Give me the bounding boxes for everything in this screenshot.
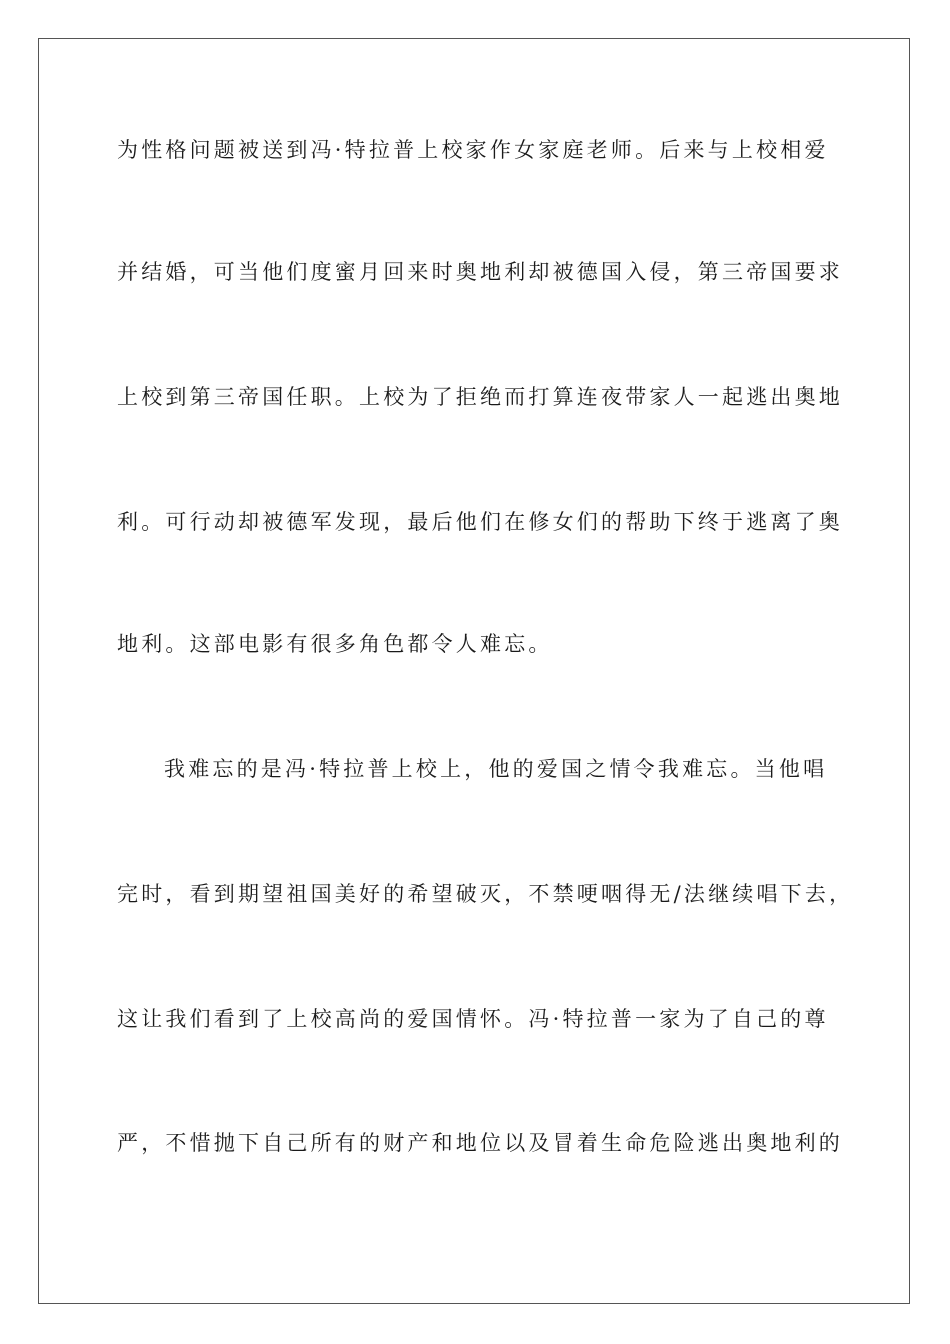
- paragraph-first-line: 我难忘的是冯·特拉普上校上，他的爱国之情令我难忘。当他唱: [164, 757, 828, 781]
- text-line: 这让我们看到了上校高尚的爱国情怀。冯·特拉普一家为了自己的尊: [117, 1007, 829, 1031]
- text-line: 为性格问题被送到冯·特拉普上校家作女家庭老师。后来与上校相爱: [117, 138, 829, 162]
- text-line: 严，不惜抛下自己所有的财产和地位以及冒着生命危险逃出奥地利的: [117, 1131, 843, 1155]
- text-line: 并结婚，可当他们度蜜月回来时奥地利却被德国入侵，第三帝国要求: [117, 260, 843, 284]
- text-line: 上校到第三帝国任职。上校为了拒绝而打算连夜带家人一起逃出奥地: [117, 385, 843, 409]
- text-line: 利。可行动却被德军发现，最后他们在修女们的帮助下终于逃离了奥: [117, 510, 843, 534]
- text-line: 完时，看到期望祖国美好的希望破灭，不禁哽咽得无/法继续唱下去，: [117, 882, 854, 906]
- text-line: 地利。这部电影有很多角色都令人难忘。: [117, 632, 553, 656]
- page-border: [38, 38, 910, 1304]
